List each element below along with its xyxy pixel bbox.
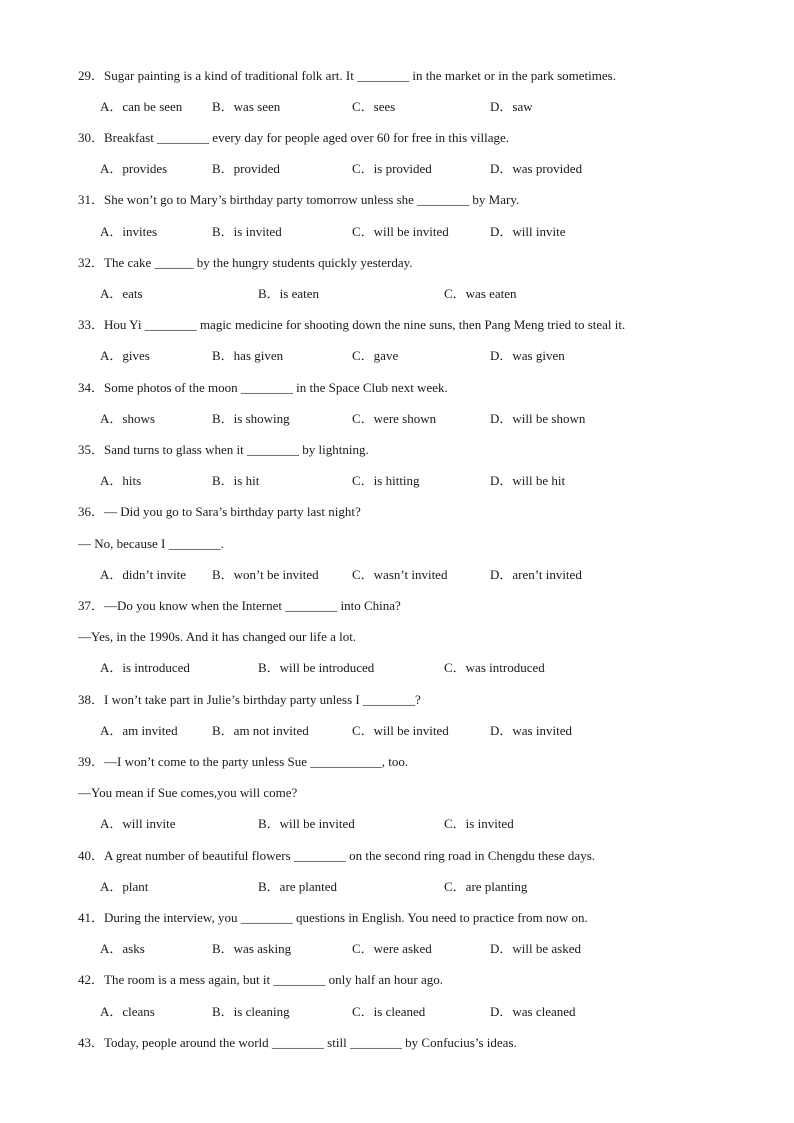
option-b[interactable]: B．is cleaning <box>212 1004 290 1019</box>
option-a[interactable]: A．can be seen <box>100 99 183 114</box>
dialogue-reply: —Yes, in the 1990s. And it has changed our life a lot. <box>78 629 357 644</box>
option-a[interactable]: A．will invite <box>100 816 176 831</box>
question-stem: 42．The room is a mess again, but it ________ only half an hour ago. <box>78 972 444 987</box>
option-c[interactable]: C．are planting <box>444 879 528 894</box>
option-a[interactable]: A．shows <box>100 411 155 426</box>
option-d[interactable]: D．will be shown <box>490 411 586 426</box>
option-d[interactable]: D．saw <box>490 99 533 114</box>
question-stem: 32．The cake ______ by the hungry students quickly yesterday. <box>78 255 413 270</box>
option-d[interactable]: D．was provided <box>490 161 583 176</box>
option-c[interactable]: C．was introduced <box>444 660 545 675</box>
option-a[interactable]: A．invites <box>100 224 158 239</box>
option-d[interactable]: D．will invite <box>490 224 566 239</box>
option-c[interactable]: C．was eaten <box>444 286 517 301</box>
option-a[interactable]: A．hits <box>100 473 142 488</box>
option-a[interactable]: A．gives <box>100 348 150 363</box>
question-stem: 36．— Did you go to Sara’s birthday party last night? <box>78 504 361 519</box>
option-b[interactable]: B．won’t be invited <box>212 567 319 582</box>
option-d[interactable]: D．was invited <box>490 723 572 738</box>
option-a[interactable]: A．provides <box>100 161 168 176</box>
option-b[interactable]: B．are planted <box>258 879 338 894</box>
dialogue-reply: —You mean if Sue comes,you will come? <box>78 785 298 800</box>
option-d[interactable]: D．will be asked <box>490 941 581 956</box>
option-c[interactable]: C．wasn’t invited <box>352 567 448 582</box>
option-c[interactable]: C．were shown <box>352 411 437 426</box>
option-d[interactable]: D．was cleaned <box>490 1004 576 1019</box>
option-b[interactable]: B．was asking <box>212 941 292 956</box>
option-c[interactable]: C．is provided <box>352 161 432 176</box>
option-c[interactable]: C．will be invited <box>352 224 449 239</box>
option-c[interactable]: C．will be invited <box>352 723 449 738</box>
option-c[interactable]: C．gave <box>352 348 399 363</box>
question-stem: 35．Sand turns to glass when it ________ by lightning. <box>78 442 369 457</box>
option-b[interactable]: B．am not invited <box>212 723 309 738</box>
option-b[interactable]: B．has given <box>212 348 284 363</box>
question-stem: 34．Some photos of the moon ________ in the Space Club next week. <box>78 380 448 395</box>
option-a[interactable]: A．asks <box>100 941 145 956</box>
option-a[interactable]: A．am invited <box>100 723 178 738</box>
option-b[interactable]: B．is showing <box>212 411 290 426</box>
option-c[interactable]: C．is hitting <box>352 473 420 488</box>
question-stem: 37．—Do you know when the Internet ________ into China? <box>78 598 401 613</box>
option-a[interactable]: A．plant <box>100 879 149 894</box>
option-c[interactable]: C．sees <box>352 99 396 114</box>
option-b[interactable]: B．is invited <box>212 224 282 239</box>
option-b[interactable]: B．is hit <box>212 473 260 488</box>
option-a[interactable]: A．eats <box>100 286 143 301</box>
option-c[interactable]: C．were asked <box>352 941 432 956</box>
option-b[interactable]: B．was seen <box>212 99 281 114</box>
option-a[interactable]: A．is introduced <box>100 660 190 675</box>
question-stem: 40．A great number of beautiful flowers ________ on the second ring road in Chengdu these days. <box>78 848 595 863</box>
question-stem: 31．She won’t go to Mary’s birthday party tomorrow unless she ________ by Mary. <box>78 192 520 207</box>
option-d[interactable]: D．aren’t invited <box>490 567 582 582</box>
option-d[interactable]: D．will be hit <box>490 473 566 488</box>
question-stem: 30．Breakfast ________ every day for people aged over 60 for free in this village. <box>78 130 510 145</box>
option-c[interactable]: C．is cleaned <box>352 1004 426 1019</box>
option-b[interactable]: B．will be invited <box>258 816 355 831</box>
option-b[interactable]: B．provided <box>212 161 280 176</box>
question-stem: 43．Today, people around the world ________ still ________ by Confucius’s ideas. <box>78 1035 517 1050</box>
question-stem: 33．Hou Yi ________ magic medicine for shooting down the nine suns, then Pang Meng tried to steal it. <box>78 317 626 332</box>
dialogue-reply: — No, because I ________. <box>78 536 224 551</box>
question-stem: 39．—I won’t come to the party unless Sue ___________, too. <box>78 754 409 769</box>
option-c[interactable]: C．is invited <box>444 816 514 831</box>
option-a[interactable]: A．didn’t invite <box>100 567 187 582</box>
question-stem: 41．During the interview, you ________ questions in English. You need to practice from now on. <box>78 910 588 925</box>
question-stem: 38．I won’t take part in Julie’s birthday party unless I ________? <box>78 692 421 707</box>
option-a[interactable]: A．cleans <box>100 1004 155 1019</box>
option-b[interactable]: B．is eaten <box>258 286 320 301</box>
option-b[interactable]: B．will be introduced <box>258 660 375 675</box>
option-d[interactable]: D．was given <box>490 348 565 363</box>
question-stem: 29．Sugar painting is a kind of traditional folk art. It ________ in the market or in the park sometimes. <box>78 68 616 83</box>
